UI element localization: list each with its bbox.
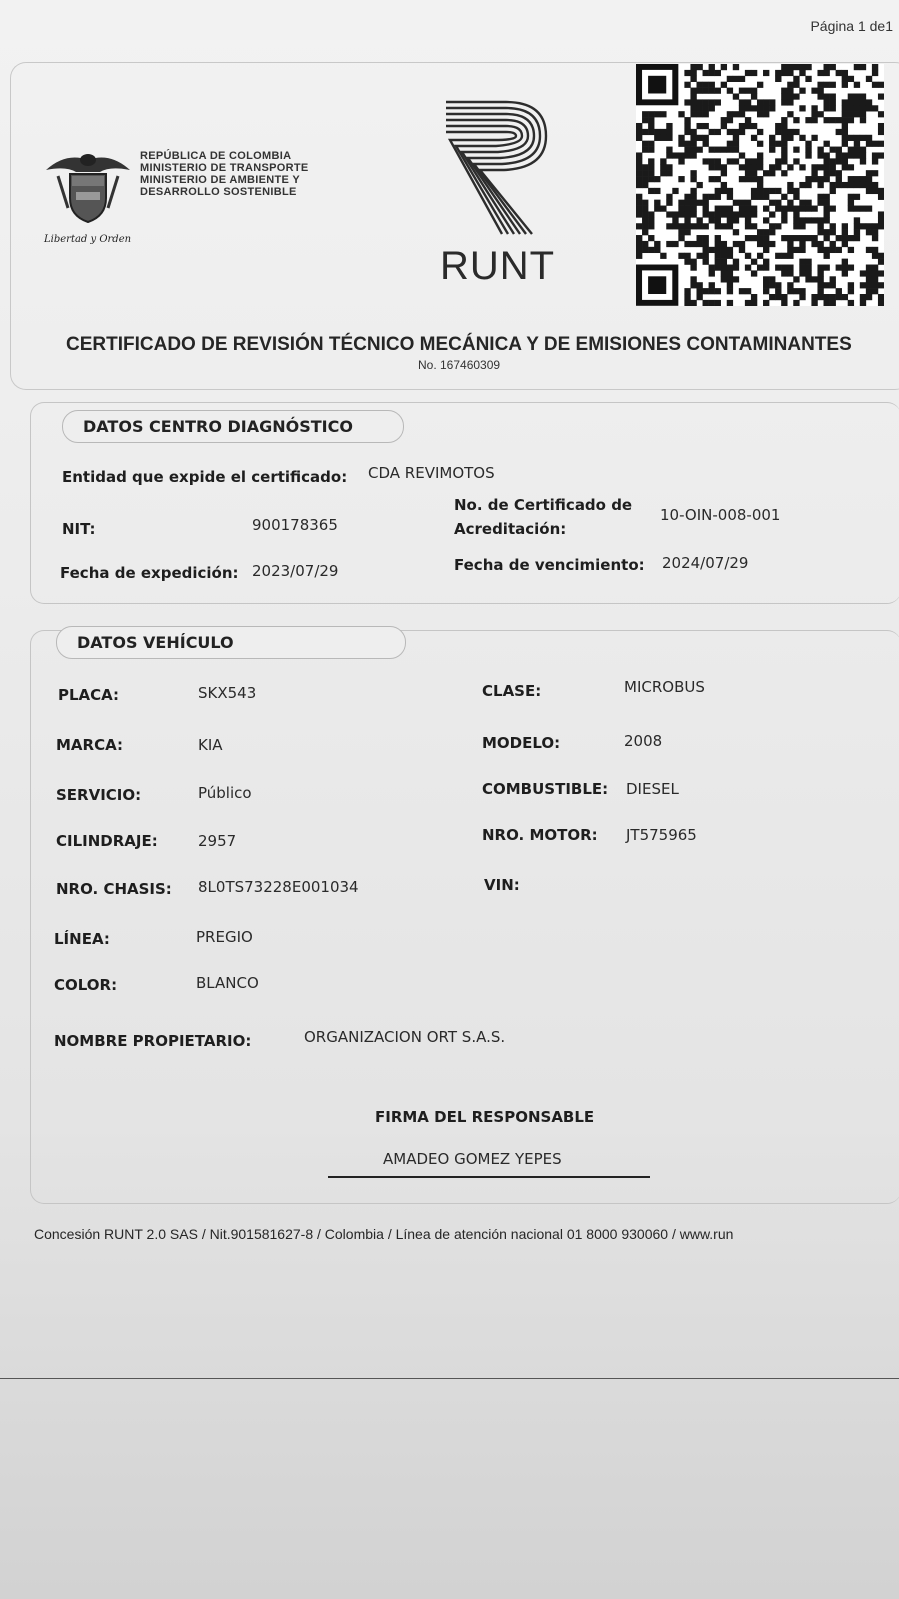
runt-logo-text: RUNT xyxy=(440,244,556,288)
crest-motto: Libertad y Orden xyxy=(44,234,132,245)
linea-label: LÍNEA: xyxy=(54,930,110,948)
ministry-block xyxy=(140,150,309,198)
combustible-value: DIESEL xyxy=(626,780,679,798)
color-value: BLANCO xyxy=(196,974,259,992)
modelo-value: 2008 xyxy=(624,732,663,750)
signature-name: AMADEO GOMEZ YEPES xyxy=(383,1150,562,1168)
expiry-date-label: Fecha de vencimiento: xyxy=(454,556,645,574)
vehicle-heading: DATOS VEHÍCULO xyxy=(56,626,406,659)
certificate-number: No. 167460309 xyxy=(418,358,501,372)
ministry-line: REPÚBLICA DE COLOMBIA xyxy=(140,150,292,162)
page-divider xyxy=(0,1378,899,1379)
accreditation-label-line2: Acreditación: xyxy=(454,520,567,538)
diagnostic-center-heading: DATOS CENTRO DIAGNÓSTICO xyxy=(62,410,404,443)
expiry-date-value: 2024/07/29 xyxy=(662,554,749,572)
entity-value: CDA REVIMOTOS xyxy=(368,464,495,482)
cilindraje-label: CILINDRAJE: xyxy=(56,832,158,850)
ministry-line: DESARROLLO SOSTENIBLE xyxy=(140,186,297,198)
entity-label: Entidad que expide el certificado: xyxy=(62,468,348,486)
clase-value: MICROBUS xyxy=(624,678,705,696)
modelo-label: MODELO: xyxy=(482,734,561,752)
marca-value: KIA xyxy=(198,736,223,754)
vin-label: VIN: xyxy=(484,876,520,894)
placa-label: PLACA: xyxy=(58,686,120,704)
clase-label: CLASE: xyxy=(482,682,542,700)
colombia-crest-icon xyxy=(40,146,136,226)
signature-label: FIRMA DEL RESPONSABLE xyxy=(375,1108,595,1126)
servicio-value: Público xyxy=(198,784,252,802)
placa-value: SKX543 xyxy=(198,684,257,702)
chasis-label: NRO. CHASIS: xyxy=(56,880,172,898)
nit-label: NIT: xyxy=(62,520,96,538)
color-label: COLOR: xyxy=(54,976,118,994)
issue-date-value: 2023/07/29 xyxy=(252,562,339,580)
linea-value: PREGIO xyxy=(196,928,253,946)
page-number: Página 1 de1 xyxy=(810,18,893,34)
accreditation-value: 10-OIN-008-001 xyxy=(660,506,781,524)
ministry-line: MINISTERIO DE AMBIENTE Y xyxy=(140,174,300,186)
signature-line xyxy=(328,1176,650,1178)
owner-value: ORGANIZACION ORT S.A.S. xyxy=(304,1028,506,1046)
owner-label: NOMBRE PROPIETARIO: xyxy=(54,1032,252,1050)
nit-value: 900178365 xyxy=(252,516,338,534)
accreditation-label: No. de Certificado de xyxy=(454,496,633,514)
issue-date-label: Fecha de expedición: xyxy=(60,564,239,582)
cilindraje-value: 2957 xyxy=(198,832,237,850)
ministry-line: MINISTERIO DE TRANSPORTE xyxy=(140,162,309,174)
combustible-label: COMBUSTIBLE: xyxy=(482,780,609,798)
motor-label: NRO. MOTOR: xyxy=(482,826,598,844)
motor-value: JT575965 xyxy=(626,826,697,844)
servicio-label: SERVICIO: xyxy=(56,786,142,804)
marca-label: MARCA: xyxy=(56,736,123,754)
footer-text: Concesión RUNT 2.0 SAS / Nit.901581627-8 / Colombia / Línea de atención nacional 01 8000 930060 / www.run xyxy=(34,1226,734,1242)
chasis-value: 8L0TS73228E001034 xyxy=(198,878,359,896)
qr-code-icon xyxy=(636,64,884,306)
runt-logo-icon xyxy=(440,98,570,238)
certificate-title: CERTIFICADO DE REVISIÓN TÉCNICO MECÁNICA Y DE EMISIONES CONTAMINANTES xyxy=(66,334,852,355)
